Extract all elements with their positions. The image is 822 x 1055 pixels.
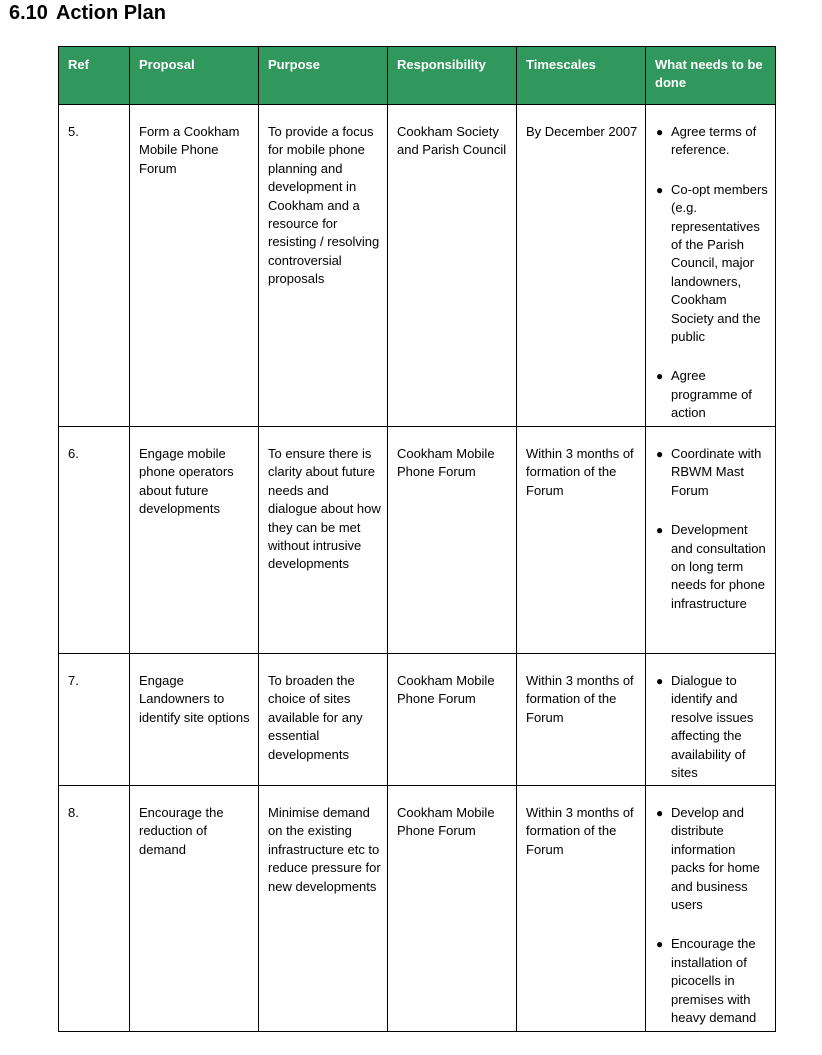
- list-item: [655, 445, 769, 500]
- cell-responsibility: Cookham Society and Parish Council: [388, 105, 517, 427]
- action-plan-table: [58, 46, 776, 1032]
- cell-ref: 5.: [59, 105, 130, 427]
- action-text: Agree terms of reference.: [671, 124, 757, 158]
- list-item: [655, 804, 769, 914]
- header-purpose: Purpose: [259, 47, 388, 105]
- table-row: [59, 654, 776, 786]
- cell-timescales: Within 3 months of formation of the Forum: [517, 427, 646, 654]
- cell-timescales: Within 3 months of formation of the Forum: [517, 654, 646, 786]
- bullet-icon: ●: [656, 369, 664, 384]
- cell-ref: 7.: [59, 654, 130, 786]
- action-text: Co-opt members (e.g. representatives of the Parish Council, major landowners, Cookham Society and the public: [671, 181, 768, 345]
- bullet-icon: ●: [656, 523, 664, 538]
- bullet-icon: ●: [656, 674, 664, 688]
- cell-ref: 6.: [59, 427, 130, 654]
- table-row: [59, 105, 776, 427]
- cell-timescales: By December 2007: [517, 105, 646, 427]
- table-row: [59, 427, 776, 654]
- header-proposal: Proposal: [130, 47, 259, 105]
- action-list: [655, 804, 769, 1027]
- cell-timescales: Within 3 months of formation of the Forum: [517, 786, 646, 1032]
- cell-purpose: To ensure there is clarity about future needs and dialogue about how they can be met without intrusive developments: [259, 427, 388, 654]
- list-item: [655, 367, 769, 422]
- action-list: [655, 445, 769, 613]
- cell-purpose: To broaden the choice of sites available for any essential developments: [259, 654, 388, 786]
- action-text: Dialogue to identify and resolve issues affecting the availability of sites: [671, 673, 754, 781]
- list-item: [655, 935, 769, 1027]
- table-row: [59, 786, 776, 1032]
- bullet-icon: ●: [656, 937, 664, 952]
- list-item: [655, 521, 769, 613]
- action-list: [655, 123, 769, 423]
- list-item: [655, 672, 769, 782]
- list-item: [655, 123, 769, 160]
- cell-responsibility: Cookham Mobile Phone Forum: [388, 786, 517, 1032]
- header-responsibility: Responsibility: [388, 47, 517, 105]
- table-header-row: [59, 47, 776, 105]
- section-heading: [9, 1, 166, 25]
- cell-actions: [646, 786, 776, 1032]
- action-text: Agree programme of action: [671, 368, 752, 421]
- cell-proposal: Encourage the reduction of demand: [130, 786, 259, 1032]
- action-text: Encourage the installation of picocells in premises with heavy demand: [671, 936, 757, 1026]
- bullet-icon: ●: [656, 806, 664, 820]
- cell-proposal: Engage Landowners to identify site options: [130, 654, 259, 786]
- action-text: Coordinate with RBWM Mast Forum: [671, 446, 762, 498]
- header-ref: Ref: [59, 47, 130, 105]
- header-timescales: Timescales: [517, 47, 646, 105]
- cell-responsibility: Cookham Mobile Phone Forum: [388, 427, 517, 654]
- cell-purpose: To provide a focus for mobile phone planning and development in Cookham and a resource for resisting / resolving controversial proposals: [259, 105, 388, 427]
- cell-responsibility: Cookham Mobile Phone Forum: [388, 654, 517, 786]
- section-number: 6.10: [9, 2, 48, 24]
- cell-actions: [646, 654, 776, 786]
- list-item: [655, 181, 769, 347]
- header-what-needs-to-be-done: What needs to be done: [646, 47, 776, 105]
- action-text: Development and consultation on long term needs for phone infrastructure: [671, 522, 766, 611]
- cell-actions: [646, 427, 776, 654]
- cell-proposal: Form a Cookham Mobile Phone Forum: [130, 105, 259, 427]
- section-title: Action Plan: [55, 2, 166, 24]
- bullet-icon: ●: [656, 125, 664, 139]
- cell-proposal: Engage mobile phone operators about future developments: [130, 427, 259, 654]
- bullet-icon: ●: [656, 182, 664, 197]
- action-list: [655, 672, 769, 782]
- action-text: Develop and distribute information packs for home and business users: [671, 805, 760, 913]
- cell-actions: [646, 105, 776, 427]
- cell-ref: 8.: [59, 786, 130, 1032]
- bullet-icon: ●: [656, 447, 664, 461]
- cell-purpose: Minimise demand on the existing infrastructure etc to reduce pressure for new developments: [259, 786, 388, 1032]
